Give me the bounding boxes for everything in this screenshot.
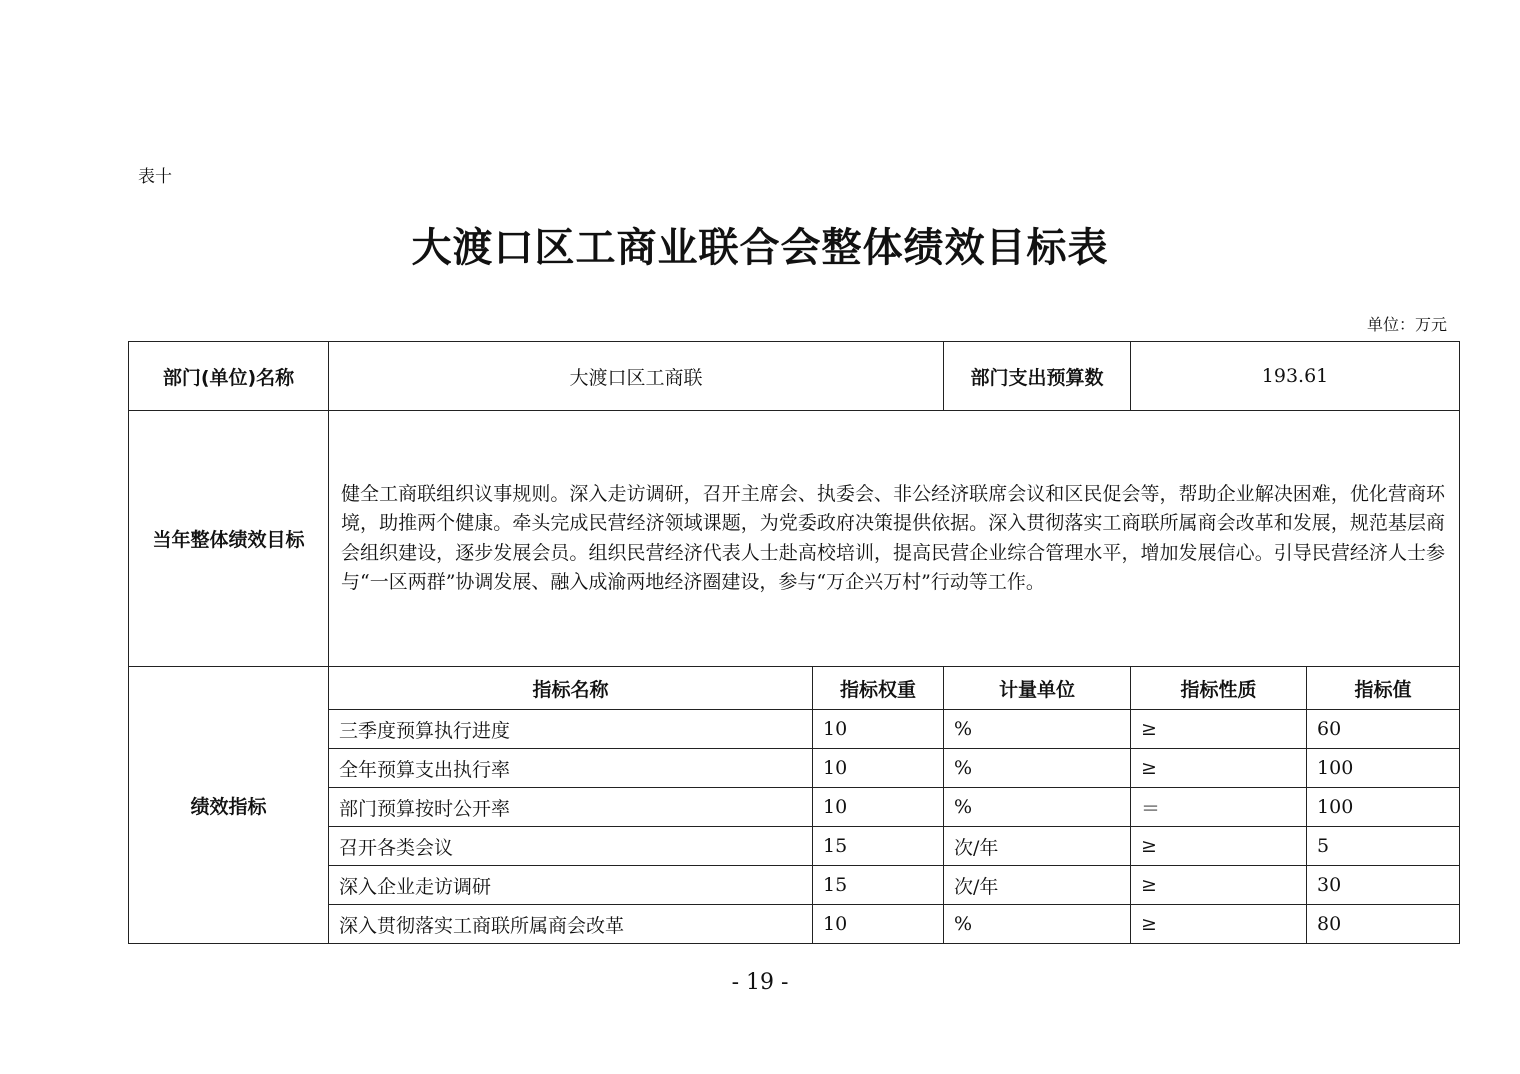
goal-text: 健全工商联组织议事规则。深入走访调研，召开主席会、执委会、非公经济联席会议和区民促会等，帮助企业解决困难，优化营商环境，助推两个健康。牵头完成民营经济领域课题，为党委政府决策提供依据。深入贯彻落实工商联所属商会改革和发展，规范基层商会组织建设，逐步发展会员。组织民营经济代表人士赴高校培训，提高民营企业综合管理水平，增加发展信心。引导民营经济人士参与“一区两群”协调发展、融入成渝两地经济圈建设，参与“万企兴万村”行动等工作。: [329, 411, 1460, 667]
indicator-unit: %: [944, 710, 1131, 749]
unit-label: 单位：万元: [1366, 315, 1447, 334]
indicator-nature: ≥: [1131, 749, 1307, 788]
indicator-weight: 15: [813, 866, 944, 905]
indicator-name: 三季度预算执行进度: [329, 710, 813, 749]
header-indicator-nature: 指标性质: [1131, 667, 1307, 710]
budget-value: 193.61: [1131, 342, 1460, 411]
indicator-name: 深入企业走访调研: [329, 866, 813, 905]
header-indicator-value: 指标值: [1307, 667, 1460, 710]
indicator-weight: 15: [813, 827, 944, 866]
indicator-value: 60: [1307, 710, 1460, 749]
indicator-value: 5: [1307, 827, 1460, 866]
indicators-label: 绩效指标: [129, 667, 329, 944]
indicator-unit: 次/年: [944, 866, 1131, 905]
table-row: [129, 827, 1460, 866]
indicator-value: 80: [1307, 905, 1460, 944]
budget-label: 部门支出预算数: [944, 342, 1131, 411]
goal-row: [129, 411, 1460, 667]
indicator-unit: %: [944, 788, 1131, 827]
indicator-name: 全年预算支出执行率: [329, 749, 813, 788]
indicator-header-row: [129, 667, 1460, 710]
indicator-value: 30: [1307, 866, 1460, 905]
indicator-nature: ≥: [1131, 827, 1307, 866]
indicator-name: 召开各类会议: [329, 827, 813, 866]
document-title: 大渡口区工商业联合会整体绩效目标表: [411, 224, 1109, 271]
indicator-unit: 次/年: [944, 827, 1131, 866]
indicator-unit: %: [944, 905, 1131, 944]
info-row: [129, 342, 1460, 411]
indicator-unit: %: [944, 749, 1131, 788]
indicator-nature: ＝: [1131, 788, 1307, 827]
table-row: [129, 749, 1460, 788]
table-row: [129, 788, 1460, 827]
indicator-value: 100: [1307, 749, 1460, 788]
indicator-weight: 10: [813, 788, 944, 827]
indicator-weight: 10: [813, 749, 944, 788]
indicator-name: 深入贯彻落实工商联所属商会改革: [329, 905, 813, 944]
goal-label: 当年整体绩效目标: [129, 411, 329, 667]
indicator-value: 100: [1307, 788, 1460, 827]
header-measure-unit: 计量单位: [944, 667, 1131, 710]
indicator-weight: 10: [813, 905, 944, 944]
header-indicator-weight: 指标权重: [813, 667, 944, 710]
indicator-nature: ≥: [1131, 866, 1307, 905]
table-row: [129, 866, 1460, 905]
indicator-nature: ≥: [1131, 905, 1307, 944]
indicator-name: 部门预算按时公开率: [329, 788, 813, 827]
dept-name-value: 大渡口区工商联: [329, 342, 944, 411]
indicator-weight: 10: [813, 710, 944, 749]
performance-target-table: [128, 341, 1460, 944]
dept-name-label: 部门(单位)名称: [129, 342, 329, 411]
table-number-label: 表十: [138, 167, 172, 187]
indicator-nature: ≥: [1131, 710, 1307, 749]
table-row: [129, 905, 1460, 944]
table-row: [129, 710, 1460, 749]
page-number: - 19 -: [731, 970, 789, 995]
header-indicator-name: 指标名称: [329, 667, 813, 710]
